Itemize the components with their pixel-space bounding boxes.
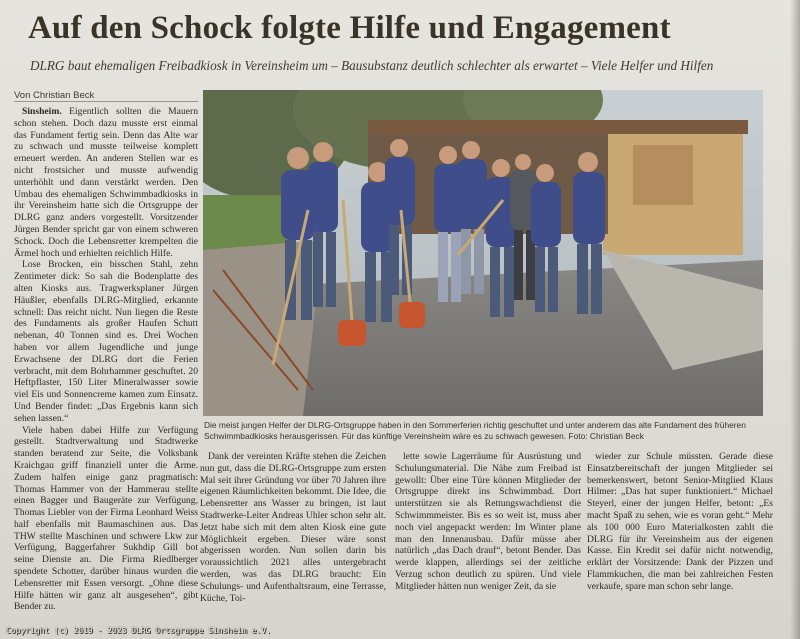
article-column-2 xyxy=(200,451,386,616)
shovel-blade xyxy=(338,320,366,346)
column-2-text: Dank der vereinten Kräfte stehen die Zeichen nun gut, dass die DLRG-Ortsgruppe zum ersten Mal seit ihrer Gründung vor über 70 Jahren ihre eigenen Räumlichkeiten bekommt. Die Idee, die Lebensretter ans Wasser zu bringen, ist laut Stadtwerke-Leiter Andreas Uhler schon sehr alt. Jetzt habe sich mit dem alten Kiosk eine gute Möglichkeit ergeben. Dieser wäre sonst abgerissen worden. Nun sollen darin bis voraussichtlich 2021 alles untergebracht werden, was das DLRG braucht: Ein Schulungs- und Aufenthaltsraum, eine Terrasse, Küche, Toi- xyxy=(200,451,386,604)
kiosk-roof xyxy=(368,120,748,134)
shovel-blade xyxy=(399,302,425,328)
paragraph-1 xyxy=(14,106,198,259)
page-edge-shadow xyxy=(790,0,800,639)
column-4-text: wieder zur Schule müssten. Gerade diese Einsatzbereitschaft der jungen Mitglieder sei bemerkenswert, betont Senior-Mitglied Klaus Hilmer: „Das hat super funktioniert.“ Michael Steyerl, einer der jungen Helfer, betont: „Es macht Spaß zu sehen, wie es voran geht.“ Mehr als 100 000 Euro Materialkosten zahlt die DLRG für ihr Vereinsheim aus der eigenen Kasse. Ein Kredit sei dafür nicht notwendig, erklärt der Vorsitzende: Dank der Pizzen und Flammkuchen, die man bei zahlreichen Festen verkaufe, spare man schon sehr lange. xyxy=(587,451,773,592)
byline: Von Christian Beck xyxy=(14,90,95,101)
dateline: Sinsheim. xyxy=(22,106,62,117)
paragraph-2: Lose Brocken, ein bisschen Stahl, zehn Zentimeter dick: So sah die Bodenplatte des alten Kiosks aus. Tragwerksplaner Jürgen Häußler, ebenfalls DLRG-Mitglied, erkannte schnell: Das reicht nicht. Nun liegen die Reste des Fundaments als großer Haufen Schutt nebenan, 40 Tonnen sind es. Drei Wochen haben vor allem Jugendliche und junge Erwachsene der DLRG dort die Ferien verbracht, mit dem Bohrhammer geschuftet. 20 Heftpflaster, 150 Liter Mineralwasser sowie viel Eis und Sonnencreme kamen zum Einsatz. Und Bender findet: „Das Ergebnis kann sich sehen lassen.“ xyxy=(14,259,198,424)
photo-caption: Die meist jungen Helfer der DLRG-Ortsgruppe haben in den Sommerferien richtig geschuftet und unter anderem das alte Fundament des früheren Schwimmbadkiosks herausgerissen. Für das künftige Vereinsheim wäre es zu schwach gewesen. Foto: Christian Beck xyxy=(204,420,746,441)
headline: Auf den Schock folgte Hilfe und Engagement xyxy=(28,10,671,46)
article-column-1 xyxy=(14,106,198,614)
article-column-4 xyxy=(587,451,773,616)
byline-divider xyxy=(14,101,198,102)
photo-illustration xyxy=(203,90,763,416)
article-photo xyxy=(203,90,763,416)
subheadline: DLRG baut ehemaligen Freibadkiosk in Vereinsheim um – Bausubstanz deutlich schlechter als erwartet – Viele Helfer und Hilfen xyxy=(30,58,714,73)
column-3-text: lette sowie Lagerräume für Ausrüstung und Schulungsmaterial. Die Nähe zum Freibad ist gewollt: Über eine Türe können Mitglieder der Ortsgruppe direkt ins Schwimmbad. Dort unterstützen sie als Rettungswachdienst die Schwimmmeister. Bis es so weit ist, muss aber noch viel angepackt werden: Im Winter plane man den Innenausbau. Dafür müsse aber natürlich „das Dach drauf“, betont Bender. Das werde klappen, allerdings sei der zeitliche Verzug schon deutlich zu spüren. Und viele Mitglieder hätten nun weniger Zeit, da sie xyxy=(395,451,581,592)
article-column-3 xyxy=(395,451,581,616)
copyright-watermark: Copyright (c) 2019 - 2023 DLRG Ortsgruppe Sinsheim e.V. xyxy=(6,626,271,635)
paragraph-3: Viele haben dabei Hilfe zur Verfügung gestellt. Stadtverwaltung und Stadtwerke standen beratend zur Seite, die Volksbank Kraichgau griff finanziell unter die Arme. Zudem halfen einige ganz pragmatisch: Thomas Hammer von der Hammerau stellte einen Bagger und Baugeräte zur Verfügung, Thomas Liebler von der Firma Leonhard Weiss half ebenfalls mit Baumaschinen aus. Das THW stellte Maschinen und schwere Lkw zur Verfügung, Baggerfahrer Sukhdip Gill bot seine Dienste an. Die Firma Riedlberger spendete Schotter, darüber hinaus wurden die Lebensretter mit Essen versorgt. „Ohne diese Hilfe hätten wir ganz alt ausgesehen“, gibt Bender zu. xyxy=(14,424,198,613)
window xyxy=(633,145,693,205)
paragraph-1-text: Eigentlich sollten die Mauern schon stehen. Doch dazu musste erst einmal das Fundament fertig sein. Denn das Alte war zu schwach und musste teilweise komplett erneuert werden. An anderen Stellen war es nicht frostsicher und musste aufwendig unterhöhlt und dann verstärkt werden. Den Umbau des ehemaligen Schwimmbadkiosks in ihr Vereinsheim hatte sich die Ortsgruppe der DLRG ganz anders vorgestellt. Vorsitzender Jürgen Bender spricht gar von einem schweren Schock. Doch die Lebensretter krempelten die Ärmel hoch und erhielten reichlich Hilfe. xyxy=(14,106,198,259)
